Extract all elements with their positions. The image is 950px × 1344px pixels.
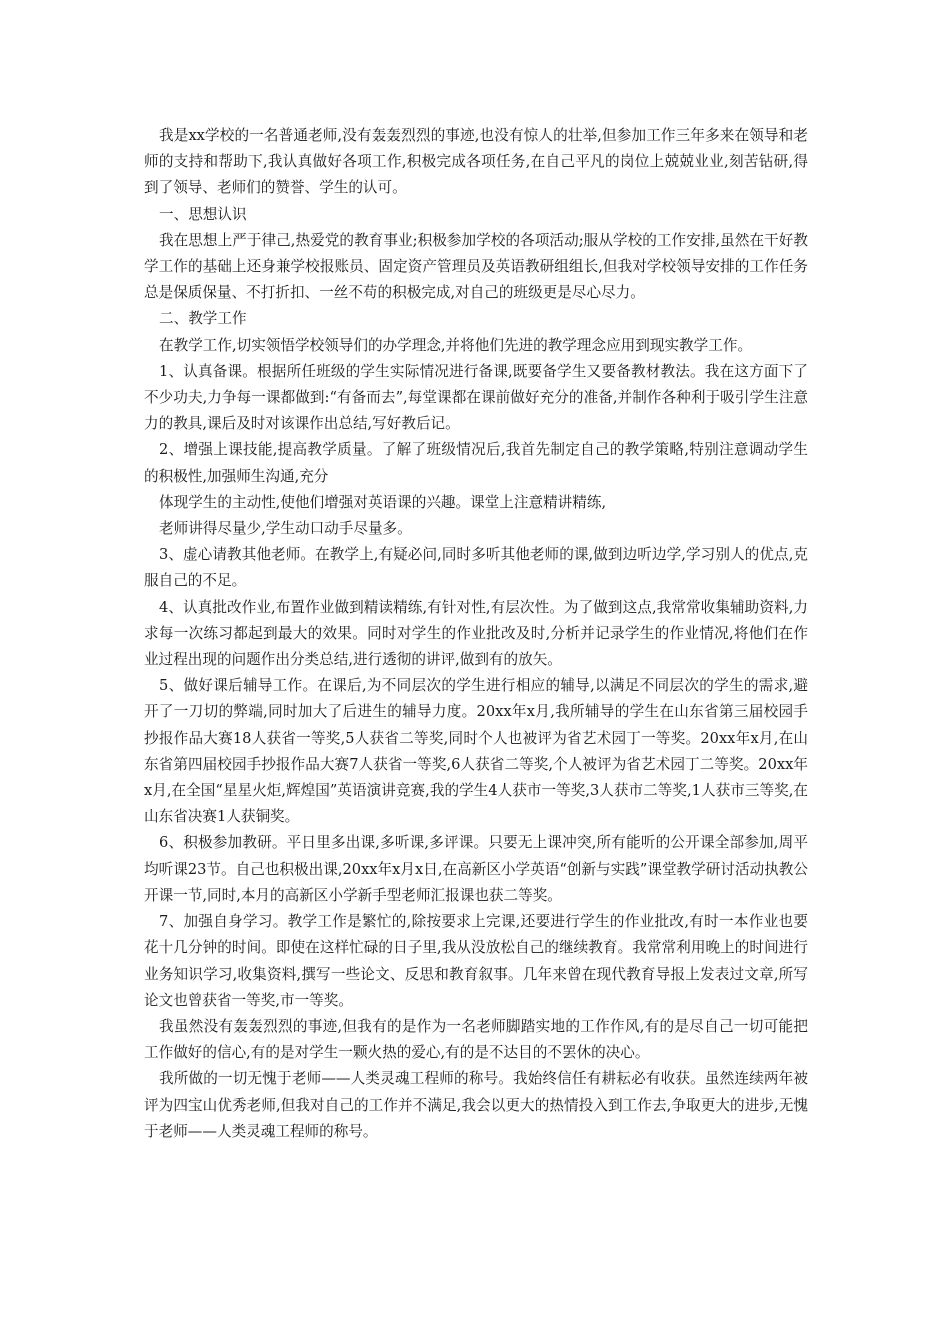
paragraph-item-4: 4、认真批改作业,布置作业做到精读精练,有针对性,有层次性。为了做到这点,我常常收集辅助资料,力求每一次练习都起到最大的效果。同时对学生的作业批改及时,分析并记录学生的作业情况,将他们在作业过程出现的问题作出分类总结,进行透彻的讲评,做到有的放矢。 xyxy=(144,598,808,669)
paragraph-item-2-cont-a: 体现学生的主动性,使他们增强对英语课的兴趣。课堂上注意精讲精练, xyxy=(159,493,607,511)
paragraph-item-1: 1、认真备课。根据所任班级的学生实际情况进行备课,既要备学生又要备教材教法。我在这方面下了不少功夫,力争每一课都做到:“有备而去”,每堂课都在课前做好充分的准备,并制作各种利于吸引学生注意力的教具,课后及时对该课作出总结,写好教后记。 xyxy=(144,362,808,433)
paragraph-item-5: 5、做好课后辅导工作。在课后,为不同层次的学生进行相应的辅导,以满足不同层次的学生的需求,避开了一刀切的弊端,同时加大了后进生的辅导力度。20xx年x月,我所辅导的学生在山东省第三届校园手抄报作品大赛18人获省一等奖,5人获省二等奖,同时个人也被评为省艺术园丁一等奖。20xx年x月,在山东省第四届校园手抄报作品大赛7人获省一等奖,6人获省二等奖,个人被评为省艺术园丁二等奖。20xx年x月,在全国“星星火炬,辉煌国”英语演讲竞赛,我的学生4人获市一等奖,3人获市二等奖,1人获市三等奖,在山东省决赛1人获铜奖。 xyxy=(144,677,808,826)
paragraph-item-6: 6、积极参加教研。平日里多出课,多听课,多评课。只要无上课冲突,所有能听的公开课全部参加,周平均听课23节。自己也积极出课,20xx年x月x日,在高新区小学英语“创新与实践”课堂教学研讨活动执教公开课一节,同时,本月的高新区小学新手型老师汇报课也获二等奖。 xyxy=(144,834,808,904)
paragraph-item-3: 3、虚心请教其他老师。在教学上,有疑必问,同时多听其他老师的课,做到边听边学,学习别人的优点,克服自己的不足。 xyxy=(144,546,808,590)
paragraph-conclusion-1: 我虽然没有轰轰烈烈的事迹,但我有的是作为一名老师脚踏实地的工作作风,有的是尽自己一切可能把工作做好的信心,有的是对学生一颗火热的爱心,有的是不达目的不罢休的决心。 xyxy=(144,1017,808,1062)
section-heading-teaching: 二、教学工作 xyxy=(159,310,247,328)
paragraph-teaching-intro: 在教学工作,切实领悟学校领导们的办学理念,并将他们先进的教学理念应用到现实教学工作。 xyxy=(159,336,753,354)
paragraph-intro: 我是xx学校的一名普通老师,没有轰轰烈烈的事迹,也没有惊人的壮举,但参加工作三年多来在领导和老师的支持和帮助下,我认真做好各项工作,积极完成各项任务,在自己平凡的岗位上兢兢业业,刻苦钻研,得到了领导、老师们的赞誉、学生的认可。 xyxy=(144,127,808,197)
paragraph-item-2: 2、增强上课技能,提高教学质量。了解了班级情况后,我首先制定自己的教学策略,特别注意调动学生的积极性,加强师生沟通,充分 xyxy=(144,441,808,485)
paragraph-item-7: 7、加强自身学习。教学工作是繁忙的,除按要求上完课,还要进行学生的作业批改,有时一本作业也要花十几分钟的时间。即使在这样忙碌的日子里,我从没放松自己的继续教育。我常常利用晚上的时间进行业务知识学习,收集资料,撰写一些论文、反思和教育叙事。几年来曾在现代教育导报上发表过文章,所写论文也曾获省一等奖,市一等奖。 xyxy=(144,913,808,1009)
document-body xyxy=(144,123,808,1145)
paragraph-ideology: 我在思想上严于律己,热爱党的教育事业;积极参加学校的各项活动;服从学校的工作安排,虽然在干好教学工作的基础上还身兼学校报账员、固定资产管理员及英语教研组组长,但我对学校领导安排的工作任务总是保质保量、不打折扣、一丝不苟的积极完成,对自己的班级更是尽心尽力。 xyxy=(144,231,808,302)
paragraph-conclusion-2: 我所做的一切无愧于老师——人类灵魂工程师的称号。我始终信任有耕耘必有收获。虽然连续两年被评为四宝山优秀老师,但我对自己的工作并不满足,我会以更大的热情投入到工作去,争取更大的进步,无愧于老师——人类灵魂工程师的称号。 xyxy=(144,1070,808,1140)
paragraph-item-2-cont-b: 老师讲得尽量少,学生动口动手尽量多。 xyxy=(159,520,412,538)
section-heading-ideology: 一、思想认识 xyxy=(159,205,247,223)
